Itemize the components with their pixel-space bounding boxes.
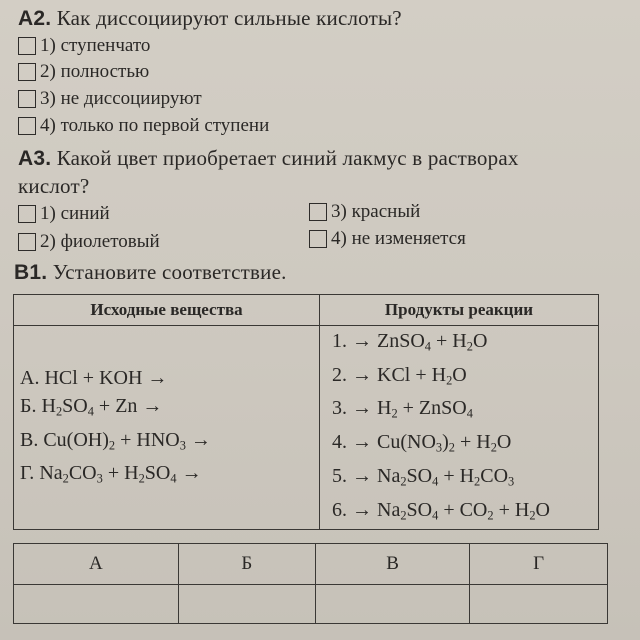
question-b1-number: В1. — [14, 261, 48, 284]
option-label: 2) фиолетовый — [40, 231, 160, 252]
reactant-line-2: Б. $H_2SO_4 + Zn$ → — [20, 395, 163, 419]
answer-cell-v[interactable] — [315, 585, 469, 624]
option-label: 3) не диссоциируют — [40, 88, 202, 109]
question-a2-number: А2. — [18, 7, 52, 30]
reactant-line-4: Г. $Na_2CO_3 + H_2SO_4$ → — [20, 462, 202, 487]
question-a2-text: Как диссоциируют сильные кислоты? — [56, 6, 402, 30]
answer-cell-g[interactable] — [470, 585, 608, 624]
checkbox[interactable] — [309, 230, 327, 248]
option-label: 2) полностью — [40, 61, 150, 82]
answer-cell-a[interactable] — [14, 585, 179, 624]
question-a2-title — [18, 6, 402, 31]
checkbox[interactable] — [18, 117, 36, 135]
answer-table — [13, 543, 608, 624]
option-label: 4) не изменяется — [331, 228, 466, 249]
answer-header-g: Г — [470, 544, 608, 585]
question-b1-text: Установите соответствие. — [52, 260, 287, 284]
reactants-list — [14, 326, 319, 493]
reactants-cell — [14, 326, 320, 530]
option-label: 4) только по первой ступени — [40, 115, 270, 136]
answer-header-b: Б — [178, 544, 315, 585]
a3-option-4[interactable] — [309, 228, 466, 250]
a3-option-2[interactable] — [18, 231, 160, 253]
a3-option-1[interactable] — [18, 203, 110, 225]
product-line-3: 3. → $H_2$ + ZnSO$_4$ — [332, 397, 473, 422]
product-line-1: 1. → ZnSO$_4$ + $H_2O$ — [332, 330, 488, 354]
question-a3-number: А3. — [18, 147, 52, 170]
matching-table — [13, 294, 599, 530]
products-list — [320, 326, 598, 529]
option-label: 1) ступенчато — [40, 35, 151, 56]
checkbox[interactable] — [18, 233, 36, 251]
question-a3-text: Какой цвет приобретает синий лакмус в растворах — [56, 146, 519, 170]
answer-header-a: А — [14, 544, 179, 585]
product-line-4: 4. → $Cu(NO_3)_2 + H_2O$ — [332, 431, 512, 455]
question-b1-title — [14, 260, 287, 285]
product-line-2: 2. → KCl + $H_2O$ — [332, 363, 467, 388]
answer-cell-b[interactable] — [178, 585, 315, 624]
header-reactants: Исходные вещества — [14, 295, 320, 326]
product-line-6: 6. → $Na_2SO_4 + CO_2 + H_2O$ — [332, 498, 550, 523]
checkbox[interactable] — [18, 63, 36, 81]
products-cell — [320, 326, 599, 530]
answer-header-v: В — [315, 544, 469, 585]
option-label: 3) красный — [331, 201, 421, 222]
checkbox[interactable] — [18, 90, 36, 108]
checkbox[interactable] — [309, 203, 327, 221]
a2-option-4[interactable] — [18, 115, 269, 137]
checkbox[interactable] — [18, 205, 36, 223]
a2-option-3[interactable] — [18, 88, 202, 110]
reactant-line-3: В. $Cu(OH)_2 + HNO_3$ → — [20, 428, 211, 453]
question-a3-text-cont: кислот? — [18, 174, 90, 198]
checkbox[interactable] — [18, 37, 36, 55]
reactant-line-1: А. HCl + KOH → — [20, 367, 168, 389]
product-line-5: 5. → $Na_2SO_4 + H_2CO_3$ — [332, 464, 515, 489]
question-a3-title — [18, 146, 519, 171]
a2-option-2[interactable] — [18, 61, 149, 83]
header-products: Продукты реакции — [320, 295, 599, 326]
a3-option-3[interactable] — [309, 201, 420, 223]
option-label: 1) синий — [40, 203, 110, 224]
a2-option-1[interactable] — [18, 35, 150, 57]
